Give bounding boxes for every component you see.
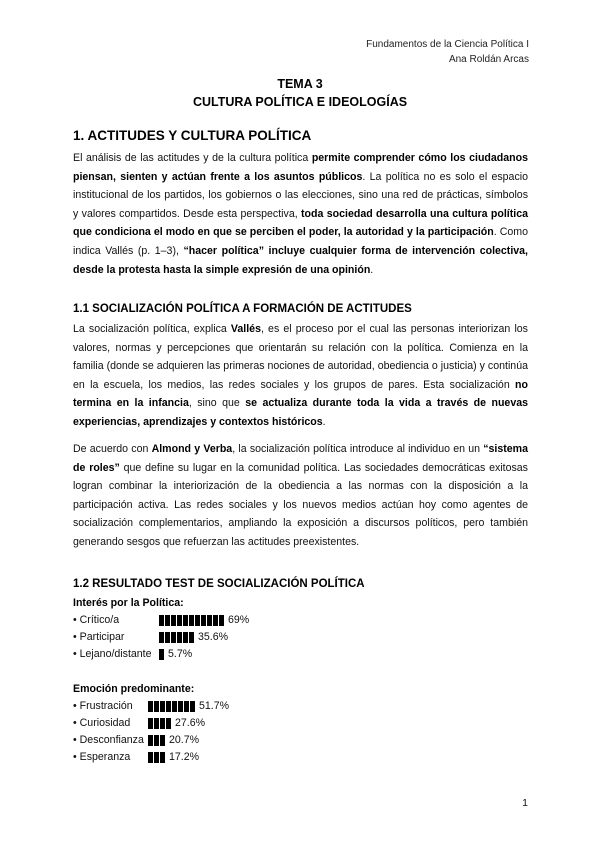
bar-value-label: 51.7%: [199, 700, 230, 712]
chart-title: Emoción predominante:: [73, 683, 195, 695]
text-run: El análisis de las actitudes y de la cultura política: [73, 152, 312, 164]
bold-run: permite comprender cómo los ciudadanos piensan, sienten y actúan frente a los asuntos públicos: [73, 152, 528, 183]
page-title-topic: TEMA 3: [277, 77, 323, 91]
bar-block: [184, 701, 189, 712]
bar-block: [219, 615, 224, 626]
bar-value-label: 27.6%: [175, 717, 206, 729]
section-1-heading: 1. ACTITUDES Y CULTURA POLÍTICA: [73, 128, 312, 143]
bar-block: [154, 718, 159, 729]
bar-block: [183, 632, 188, 643]
bar-block: [172, 701, 177, 712]
bar-block: [207, 615, 212, 626]
bar-block: [159, 632, 164, 643]
section-1-1-heading: 1.1 SOCIALIZACIÓN POLÍTICA A FORMACIÓN DE ACTITUDES: [73, 303, 412, 315]
bold-run: no termina en la infancia: [73, 378, 528, 410]
bar-block: [160, 735, 165, 746]
bar-block: [148, 718, 153, 729]
bar-block: [160, 752, 165, 763]
bar-block: [177, 632, 182, 643]
bar-value-label: 35.6%: [198, 631, 229, 643]
bar-block: [177, 615, 182, 626]
bar-block: [213, 615, 218, 626]
bar-value-label: 5.7%: [168, 648, 193, 660]
chart-title: Interés por la Política:: [73, 597, 184, 609]
section-1-paragraph: [73, 149, 528, 279]
bar-block: [159, 649, 164, 660]
bar-category-label: • Participar: [73, 631, 125, 643]
section-1-1-paragraph-1: [73, 320, 528, 432]
bar-block: [190, 701, 195, 712]
bold-run: Vallés: [230, 323, 261, 335]
bold-run: “sistema de roles”: [73, 443, 528, 474]
bar-value-label: 20.7%: [169, 734, 200, 746]
chart-row: [73, 646, 373, 662]
bar-block: [171, 615, 176, 626]
bar-block: [183, 615, 188, 626]
bar-value-label: 17.2%: [169, 751, 200, 763]
bar-block: [189, 632, 194, 643]
bar-block: [178, 701, 183, 712]
chart-row: [73, 749, 373, 765]
bar-category-label: • Desconfianza: [73, 734, 144, 746]
bar-block: [148, 752, 153, 763]
bar-category-label: • Frustración: [73, 700, 133, 712]
chart-row: [73, 715, 373, 731]
bar-category-label: • Lejano/distante: [73, 648, 152, 660]
text-run: que define su lugar en la comunidad política. Las sociedades democráticas exitosas logran combinar la interiorización de la obediencia a las normas con la disposición a la participación activa. Las redes sociales y los nuevos medios actúan hoy como agentes de socialización complementarios, ampliando la exposición a discursos políticos, pero también generando sesgos que refuerzan las actitudes preexistentes.: [73, 461, 528, 548]
text-run: .: [370, 263, 374, 276]
bar-block: [195, 615, 200, 626]
bar-block: [160, 718, 165, 729]
bar-block: [148, 735, 153, 746]
bar-block: [165, 632, 170, 643]
bold-run: Almond y Verba: [151, 443, 233, 455]
text-run: .: [322, 415, 326, 428]
chart-row: [73, 698, 373, 714]
bar-block: [201, 615, 206, 626]
bar-block: [160, 701, 165, 712]
bar: [148, 701, 195, 712]
bar-block: [189, 615, 194, 626]
bar-block: [166, 718, 171, 729]
bar: [148, 735, 165, 746]
running-header: [366, 37, 529, 67]
bar-category-label: • Curiosidad: [73, 717, 131, 729]
bar-category-label: • Crítico/a: [73, 614, 120, 626]
section-1-1-paragraph-2: [73, 440, 528, 552]
text-run: , la socialización política introduce al individuo en un: [232, 443, 484, 455]
bold-run: toda sociedad desarrolla una cultura política que condiciona el modo en que se perciben el poder, la autoridad y la participación: [73, 207, 528, 239]
bold-run: se actualiza durante toda la vida a través de nuevas experiencias, aprendizajes y contextos históricos: [73, 397, 528, 428]
text-run: , es el proceso por el cual las personas interiorizan los valores, normas y percepciones que orientarán su relación con la política. Comienza en la familia (donde se adquieren las primeras nociones de autoridad, obediencia o justicia) y continúa en la escuela, los medios, las redes sociales y los grupos de pares. Esta socialización: [73, 323, 528, 391]
bar: [159, 632, 194, 643]
bar-block: [159, 615, 164, 626]
bar-block: [171, 632, 176, 643]
text-run: , sino que: [188, 397, 246, 410]
text-run: De acuerdo con: [73, 443, 152, 455]
chart-row: [73, 732, 373, 748]
bar-block: [154, 701, 159, 712]
bold-run: “hacer política” incluye cualquier forma de intervención colectiva, desde la protesta hasta la simple expresión de una opinión: [73, 244, 528, 276]
text-run: La socialización política, explica: [73, 323, 231, 335]
bar: [159, 649, 164, 660]
bar-block: [154, 735, 159, 746]
bar: [159, 615, 224, 626]
bar-block: [154, 752, 159, 763]
bar-value-label: 69%: [228, 614, 250, 626]
chart-row: [73, 612, 373, 628]
header-course: Fundamentos de la Ciencia Política I: [366, 39, 529, 50]
chart-row: [73, 629, 373, 645]
bar-block: [148, 701, 153, 712]
page-number: 1: [522, 797, 528, 809]
page-title: CULTURA POLÍTICA E IDEOLOGÍAS: [192, 95, 408, 109]
bar: [148, 718, 171, 729]
bar: [148, 752, 165, 763]
bar-category-label: • Esperanza: [73, 751, 131, 763]
text-run: . La política no es solo el espacio institucional de los partidos, los gobiernos o las elecciones, sino una red de prácticas, símbolos y valores compartidos. Desde esta perspectiva,: [73, 170, 528, 220]
section-1-2-heading: 1.2 RESULTADO TEST DE SOCIALIZACIÓN POLÍTICA: [73, 578, 365, 590]
bar-block: [165, 615, 170, 626]
text-run: . Como indica Vallés (p. 1–3),: [73, 226, 528, 257]
bar-block: [166, 701, 171, 712]
header-author: Ana Roldán Arcas: [448, 54, 529, 65]
